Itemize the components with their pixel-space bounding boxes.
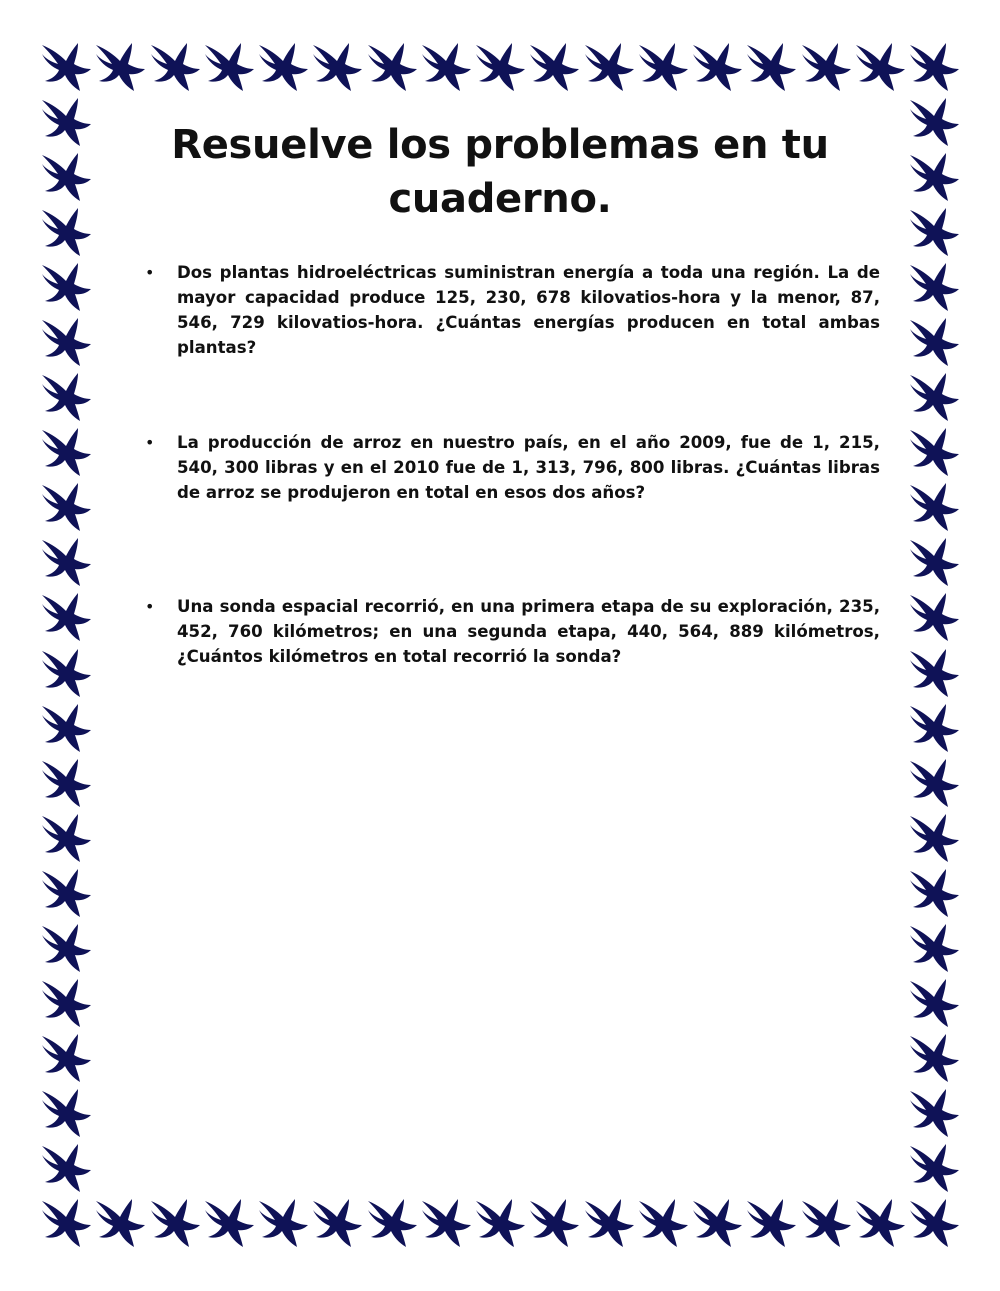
swallow-bird-icon <box>910 43 959 91</box>
swallow-bird-icon <box>802 1199 851 1247</box>
swallow-bird-icon <box>42 1144 91 1192</box>
swallow-bird-icon <box>476 1199 525 1247</box>
swallow-bird-icon <box>42 759 91 807</box>
page-title: Resuelve los problemas en tu cuaderno. <box>171 122 829 222</box>
swallow-bird-icon <box>910 263 959 311</box>
swallow-bird-icon <box>42 428 91 476</box>
problem-text-2: La producción de arroz en nuestro país, en el año 2009, fue de 1, 215, 540, 300 libras y en el 2010 fue de 1, 313, 796, 800 libras. ¿Cuántas libras de arroz se produjeron en total en esos dos años? <box>177 433 880 502</box>
swallow-bird-icon <box>42 1089 91 1137</box>
problem-item-2 <box>145 430 880 505</box>
swallow-bird-icon <box>910 1144 959 1192</box>
swallow-bird-icon <box>747 43 796 91</box>
swallow-bird-icon <box>530 43 579 91</box>
swallow-bird-icon <box>910 373 959 421</box>
swallow-bird-icon <box>313 43 362 91</box>
swallow-bird-icon <box>205 43 254 91</box>
swallow-bird-icon <box>910 208 959 256</box>
swallow-bird-icon <box>693 1199 742 1247</box>
swallow-bird-icon <box>42 593 91 641</box>
swallow-bird-icon <box>205 1199 254 1247</box>
swallow-bird-icon <box>42 979 91 1027</box>
bullet-icon: • <box>145 433 155 452</box>
swallow-bird-icon <box>96 1199 145 1247</box>
swallow-bird-icon <box>42 263 91 311</box>
swallow-bird-icon <box>42 318 91 366</box>
swallow-bird-icon <box>42 208 91 256</box>
swallow-bird-icon <box>42 373 91 421</box>
swallow-bird-icon <box>910 704 959 752</box>
swallow-bird-icon <box>476 43 525 91</box>
swallow-bird-icon <box>585 1199 634 1247</box>
swallow-bird-icon <box>96 43 145 91</box>
swallow-bird-icon <box>693 43 742 91</box>
swallow-bird-icon <box>910 483 959 531</box>
swallow-bird-icon <box>910 1089 959 1137</box>
swallow-bird-icon <box>422 43 471 91</box>
bullet-icon: • <box>145 597 155 616</box>
swallow-bird-icon <box>42 924 91 972</box>
swallow-bird-icon <box>747 1199 796 1247</box>
problem-item-3 <box>145 594 880 669</box>
swallow-bird-icon <box>910 153 959 201</box>
swallow-bird-icon <box>42 538 91 586</box>
swallow-bird-icon <box>856 1199 905 1247</box>
swallow-bird-icon <box>910 814 959 862</box>
swallow-bird-icon <box>42 704 91 752</box>
swallow-bird-icon <box>151 1199 200 1247</box>
swallow-bird-icon <box>368 43 417 91</box>
swallow-bird-icon <box>42 153 91 201</box>
swallow-bird-icon <box>42 814 91 862</box>
swallow-bird-icon <box>802 43 851 91</box>
swallow-bird-icon <box>910 428 959 476</box>
swallow-bird-icon <box>42 1034 91 1082</box>
swallow-bird-icon <box>910 538 959 586</box>
swallow-bird-icon <box>42 43 91 91</box>
swallow-bird-icon <box>910 759 959 807</box>
swallow-bird-icon <box>42 1199 91 1247</box>
swallow-bird-icon <box>368 1199 417 1247</box>
swallow-bird-icon <box>42 483 91 531</box>
swallow-bird-icon <box>910 869 959 917</box>
swallow-bird-icon <box>151 43 200 91</box>
swallow-bird-icon <box>910 1034 959 1082</box>
swallow-bird-icon <box>422 1199 471 1247</box>
swallow-bird-icon <box>910 649 959 697</box>
problem-text-3: Una sonda espacial recorrió, en una primera etapa de su exploración, 235, 452, 760 kilómetros; en una segunda etapa, 440, 564, 889 kilómetros, ¿Cuántos kilómetros en total recorrió la sonda? <box>177 597 880 666</box>
swallow-bird-icon <box>910 1199 959 1247</box>
swallow-bird-icon <box>42 98 91 146</box>
swallow-bird-icon <box>530 1199 579 1247</box>
swallow-bird-icon <box>910 318 959 366</box>
swallow-bird-icon <box>639 1199 688 1247</box>
swallow-bird-icon <box>259 43 308 91</box>
problem-item-1 <box>145 260 880 360</box>
swallow-bird-icon <box>42 649 91 697</box>
bullet-icon: • <box>145 263 155 282</box>
swallow-bird-icon <box>259 1199 308 1247</box>
swallow-bird-icon <box>910 593 959 641</box>
problem-text-1: Dos plantas hidroeléctricas suministran energía a toda una región. La de mayor capacidad produce 125, 230, 678 kilovatios-hora y la menor, 87, 546, 729 kilovatios-hora. ¿Cuántas energías producen en total ambas plantas? <box>177 263 880 357</box>
swallow-bird-icon <box>910 979 959 1027</box>
swallow-bird-icon <box>910 98 959 146</box>
swallow-bird-icon <box>313 1199 362 1247</box>
swallow-bird-icon <box>42 869 91 917</box>
swallow-bird-icon <box>639 43 688 91</box>
swallow-bird-icon <box>585 43 634 91</box>
swallow-bird-icon <box>910 924 959 972</box>
swallow-bird-icon <box>856 43 905 91</box>
